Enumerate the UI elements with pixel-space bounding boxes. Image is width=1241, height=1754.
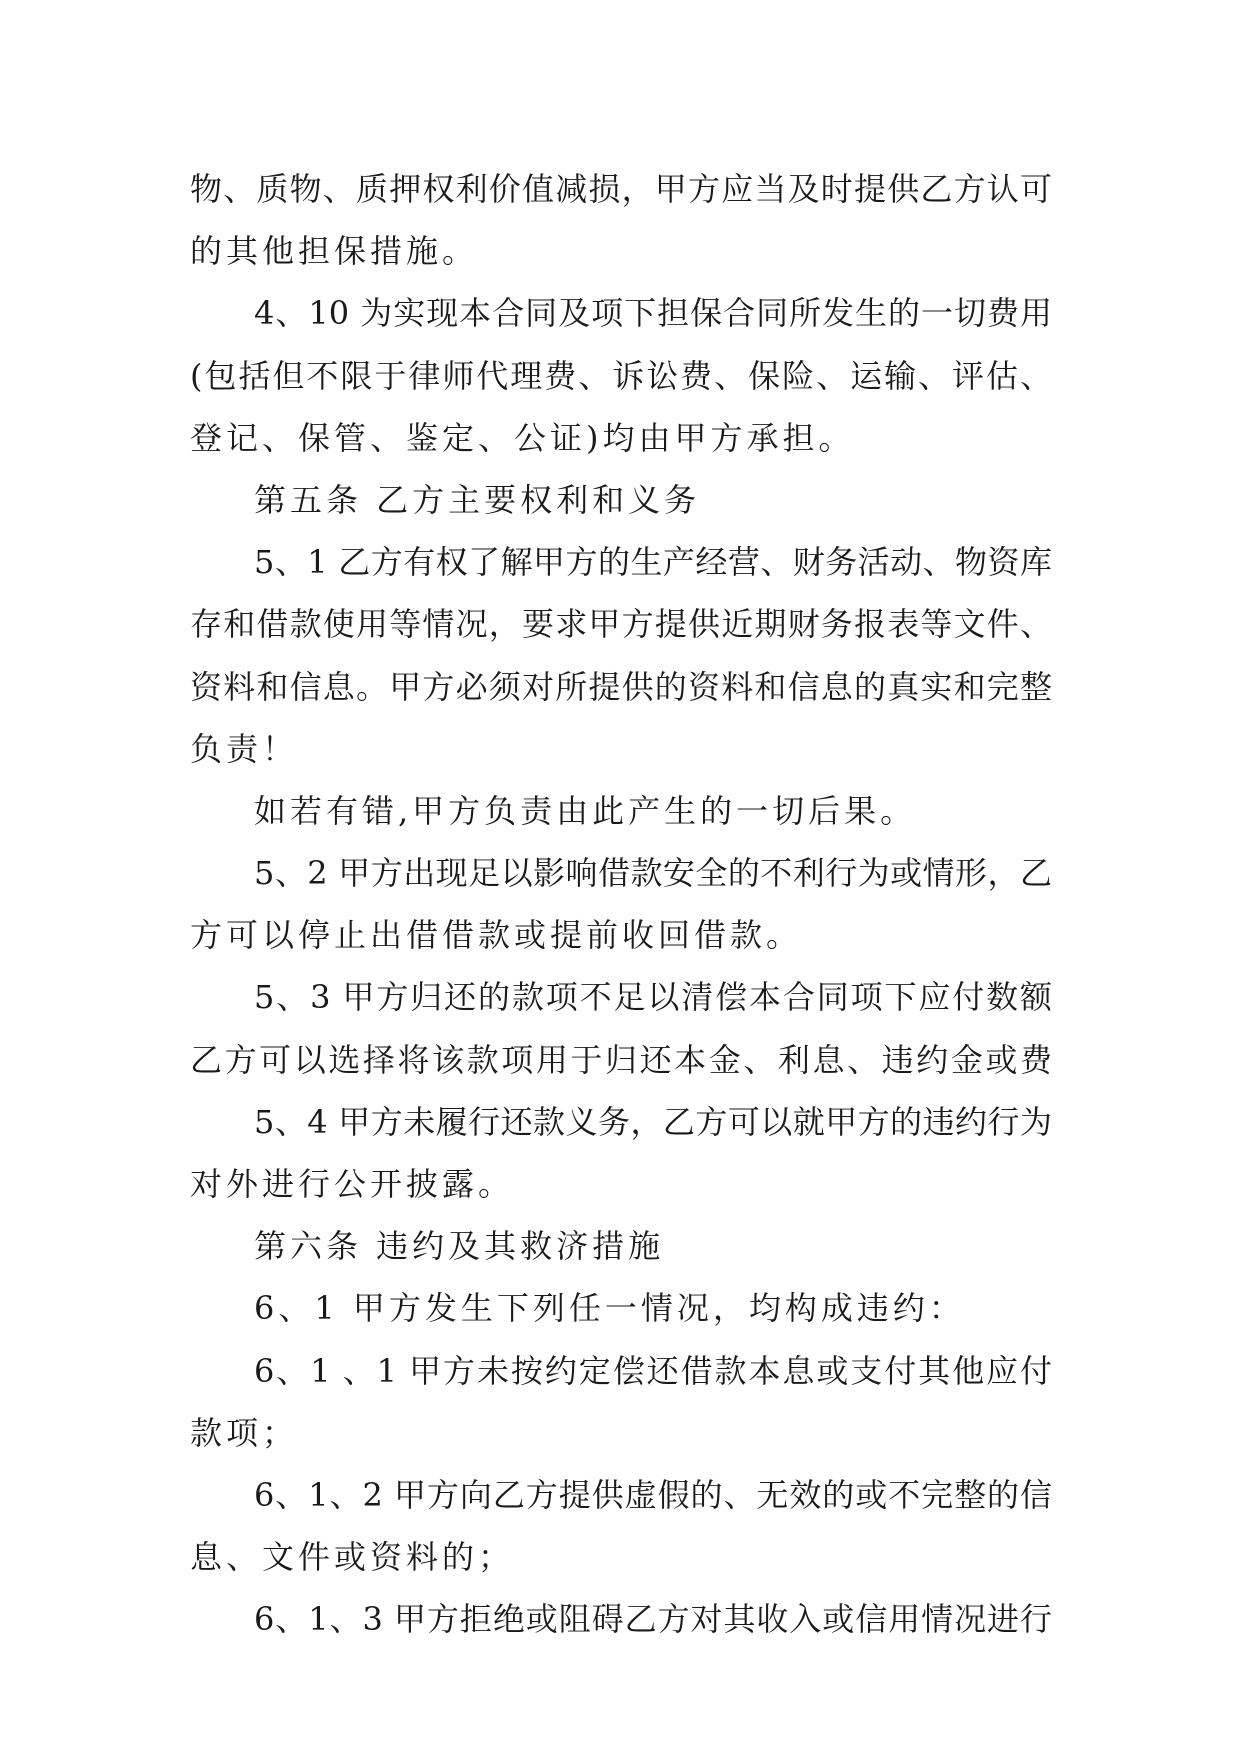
paragraph-line: 5、2 甲方出现足以影响借款安全的不利行为或情形，乙	[254, 854, 1052, 893]
paragraph-line: (包括但不限于律师代理费、诉讼费、保险、运输、评估、	[190, 356, 1052, 395]
paragraph-line: 5、4 甲方未履行还款义务，乙方可以就甲方的违约行为	[254, 1102, 1052, 1141]
section-heading: 第六条 违约及其救济措施	[254, 1227, 665, 1266]
paragraph-line: 负责！	[190, 729, 299, 768]
paragraph-line: 登记、保管、鉴定、公证)均由甲方承担。	[190, 418, 855, 457]
paragraph-line: 6、1 甲方发生下列任一情况，均构成违约：	[254, 1289, 965, 1328]
paragraph-line: 乙方可以选择将该款项用于归还本金、利息、违约金或费	[190, 1040, 1052, 1079]
paragraph-line: 方可以停止出借借款或提前收回借款。	[190, 916, 803, 955]
paragraph-line: 4、10 为实现本合同及项下担保合同所发生的一切费用	[254, 294, 1052, 333]
paragraph-line: 的其他担保措施。	[190, 232, 479, 271]
paragraph-line: 款项；	[190, 1413, 299, 1452]
paragraph-line: 存和借款使用等情况，要求甲方提供近期财务报表等文件、	[190, 605, 1052, 644]
section-heading: 第五条 乙方主要权利和义务	[254, 480, 701, 519]
paragraph-line: 5、3 甲方归还的款项不足以清偿本合同项下应付数额	[254, 978, 1052, 1017]
document-body	[190, 158, 1052, 1651]
paragraph-line: 6、1、3 甲方拒绝或阻碍乙方对其收入或信用情况进行	[254, 1600, 1052, 1639]
paragraph-line: 物、质物、质押权利价值减损，甲方应当及时提供乙方认可	[190, 170, 1052, 208]
paragraph-line: 6、1、2 甲方向乙方提供虚假的、无效的或不完整的信	[254, 1475, 1052, 1514]
paragraph-line: 对外进行公开披露。	[190, 1165, 515, 1203]
paragraph-line: 6、1 、1 甲方未按约定偿还借款本息或支付其他应付	[254, 1351, 1052, 1390]
paragraph-line: 5、1 乙方有权了解甲方的生产经营、财务活动、物资库	[254, 543, 1052, 582]
paragraph-line: 资料和信息。甲方必须对所提供的资料和信息的真实和完整	[190, 667, 1052, 706]
paragraph-line: 息、文件或资料的；	[190, 1538, 515, 1577]
paragraph-line: 如若有错,甲方负责由此产生的一切后果。	[254, 791, 917, 830]
